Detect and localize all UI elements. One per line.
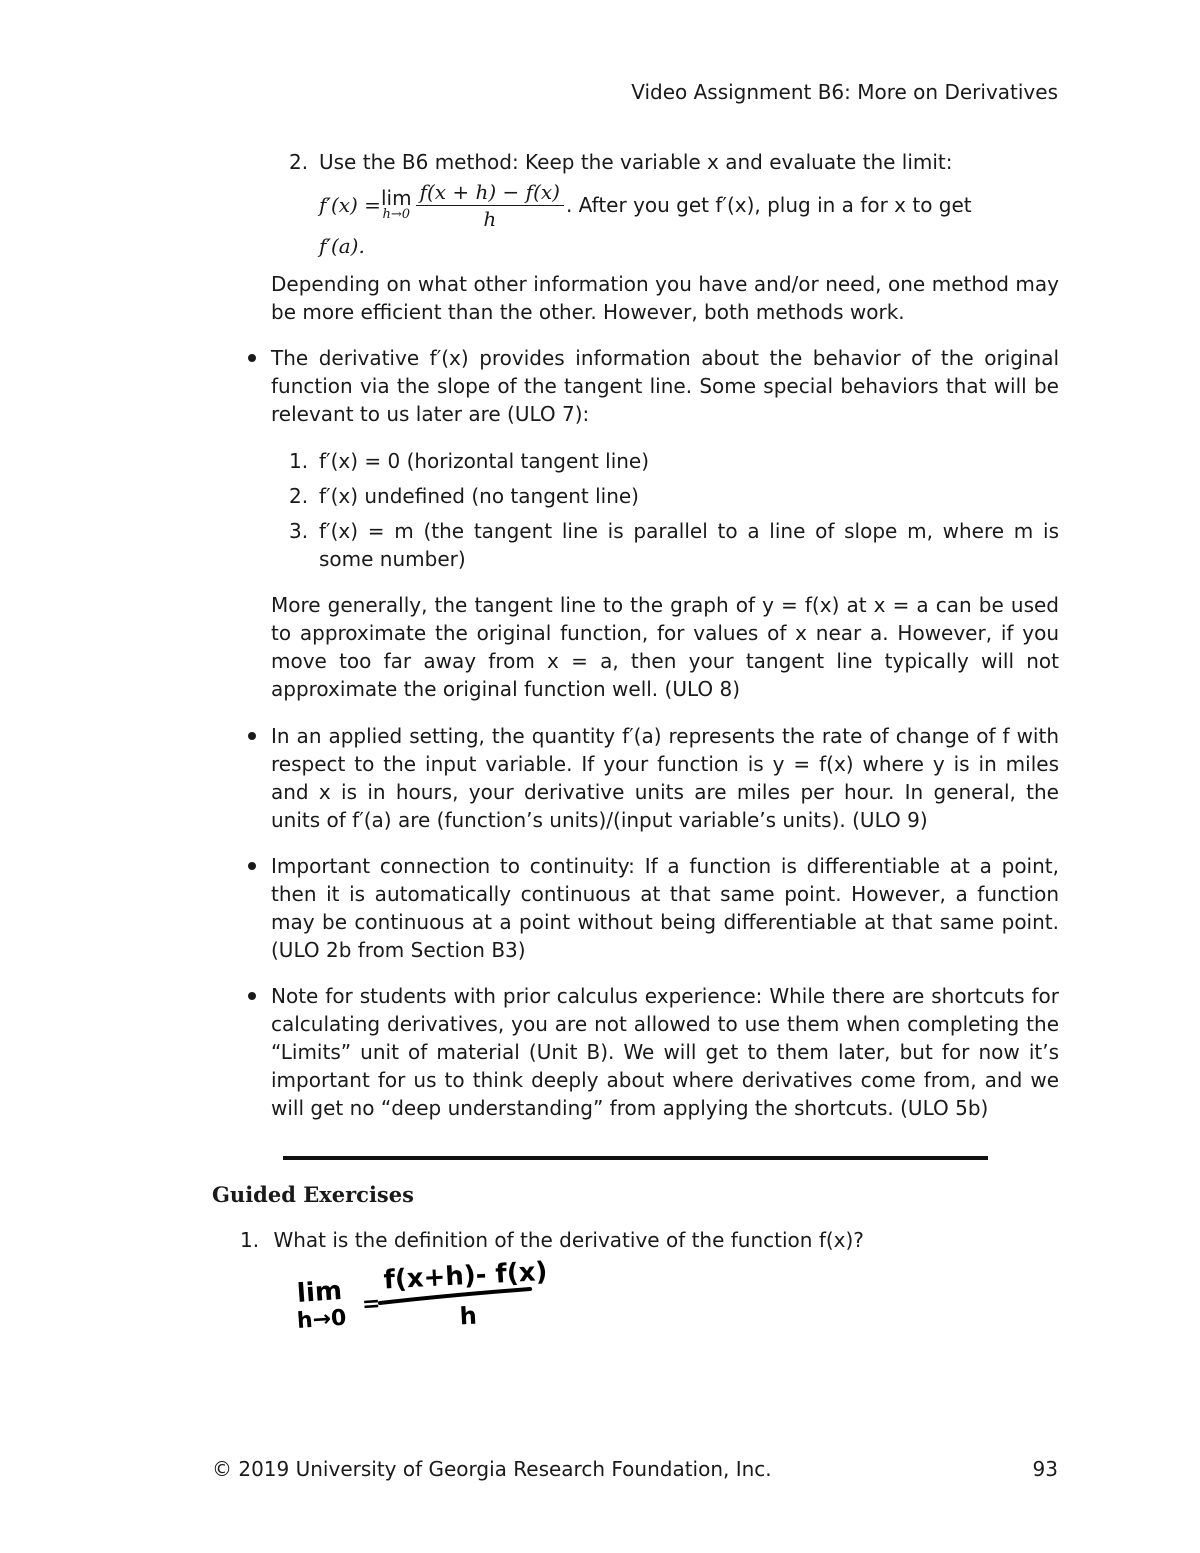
- handwritten-subscript: h→0: [296, 1305, 348, 1335]
- list-item-text: f′(x) = 0 (horizontal tangent line): [319, 449, 650, 473]
- bullet-dot: [248, 992, 256, 1000]
- lim-text: lim: [380, 186, 412, 210]
- handwritten-numerator: f(x+h)- f(x): [382, 1256, 549, 1296]
- section-divider: [283, 1156, 988, 1160]
- fraction-denominator: h: [483, 206, 497, 231]
- limit-formula-line: [319, 178, 1059, 232]
- list-number: 3.: [289, 519, 309, 543]
- behavior-list: [289, 447, 1059, 573]
- exercise-question-text: What is the definition of the derivative of the function f(x)?: [273, 1228, 864, 1252]
- bullet-continuity: Important connection to continuity: If a function is differentiable at a point, then it is automatically continuous at that same point. However, a function may be continuous at a point without being differentiable at that same point. (ULO 2b from Section B3): [271, 854, 1059, 962]
- lim-subscript: h→0: [382, 207, 411, 222]
- list-item: [289, 482, 1059, 517]
- list-item: [289, 517, 1059, 573]
- list-number: 2.: [289, 150, 309, 174]
- bullet-prior-calculus-note: Note for students with prior calculus experience: While there are shortcuts for calculating derivatives, you are not allowed to use them when completing the “Limits” unit of material (Unit B). We will get to them later, but for now it’s important for us to think deeply about where derivatives come from, and we will get no “deep understanding” from applying the shortcuts. (ULO 5b): [271, 984, 1059, 1120]
- section-title: Guided Exercises: [212, 1182, 414, 1207]
- page-number: 93: [1032, 1457, 1058, 1481]
- list-item: [289, 447, 1059, 482]
- method-2-block: [289, 148, 1059, 260]
- bullet-dot: [248, 732, 256, 740]
- bullet-derivative-behavior: The derivative f′(x) provides information about the behavior of the original function via the slope of the tangent line. Some special behaviors that will be relevant to us later are (ULO 7):: [271, 346, 1059, 426]
- fraction-numerator: f(x + h) − f(x): [416, 179, 564, 206]
- list-number: 1.: [289, 449, 309, 473]
- list-item-text: f′(x) undefined (no tangent line): [319, 484, 639, 508]
- difference-quotient: [416, 179, 564, 232]
- exercise-question-1: [240, 1226, 1060, 1254]
- tangent-approximation-paragraph: More generally, the tangent line to the graph of y = f(x) at x = a can be used to approximate the original function, for values of x near a. However, if you move too far away from x = a, then your tangent line typically will not approximate the original function well. (ULO 8): [271, 593, 1059, 701]
- limit-operator: [381, 188, 412, 222]
- handwritten-denominator: h: [458, 1301, 478, 1331]
- bullet-applied-setting: In an applied setting, the quantity f′(a) represents the rate of change of f with respect to the input variable. If your function is y = f(x) where y is in miles and x is in hours, your derivative units are miles per hour. In general, the units of f′(a) are (function’s units)/(input variable’s units). (ULO 9): [271, 724, 1059, 832]
- bullet-dot: [248, 862, 256, 870]
- footer-copyright: © 2019 University of Georgia Research Foundation, Inc.: [212, 1457, 772, 1481]
- formula-lhs: f′(x) =: [319, 193, 381, 217]
- efficiency-paragraph: Depending on what other information you have and/or need, one method may be more efficient than the other. However, both methods work.: [271, 272, 1059, 324]
- formula-after-text: . After you get f′(x), plug in a for x to get: [565, 193, 972, 217]
- bullet-dot: [248, 354, 256, 362]
- handwritten-answer: [280, 1255, 550, 1335]
- handwritten-lim: lim: [296, 1275, 343, 1309]
- list-item-text: f′(x) = m (the tangent line is parallel to a line of slope m, where m is some number): [319, 519, 1059, 571]
- list-number: 1.: [240, 1228, 260, 1252]
- method-2-intro: Use the B6 method: Keep the variable x and evaluate the limit:: [319, 150, 953, 174]
- handwritten-equals: =: [361, 1291, 382, 1318]
- formula-end: f′(a).: [319, 234, 365, 258]
- list-number: 2.: [289, 484, 309, 508]
- page-header: Video Assignment B6: More on Derivatives: [631, 80, 1058, 104]
